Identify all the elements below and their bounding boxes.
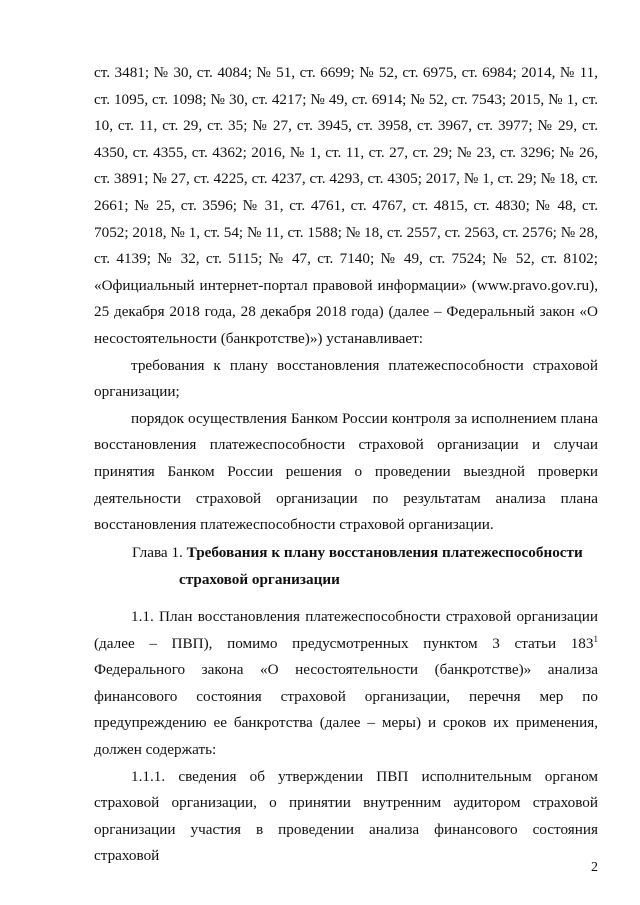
section-body	[94, 604, 598, 870]
chapter-title-line2: страховой организации	[179, 570, 340, 588]
chapter-title-line1: Требования к плану восстановления платежеспособности	[186, 544, 583, 561]
clause-1-1-superscript: 1	[593, 633, 598, 644]
clause-1-1-part1: 1.1. План восстановления платежеспособности страховой организации (далее – ПВП), помимо предусмотренных пунктом 3 статьи 183	[94, 608, 598, 652]
clause-1-1-part2: Федерального закона «О несостоятельности (банкротстве)» анализа финансового состояния страховой организации, перечня мер по предупреждению ее банкротства (далее – меры) и сроков их применения, должен содержать:	[94, 661, 598, 758]
chapter-heading-line1	[94, 540, 598, 567]
page-number: 2	[591, 860, 598, 875]
intro-paragraph: ст. 3481; № 30, ст. 4084; № 51, ст. 6699; № 52, ст. 6975, ст. 6984; 2014, № 11, ст. 1095, ст. 1098; № 30, ст. 4217; № 49, ст. 6914; № 52, ст. 7543; 2015, № 1, ст. 10, ст. 11, ст. 29, ст. 35; № 27, ст. 3945, ст. 3958, ст. 3967, ст. 3977; № 29, ст. 4350, ст. 4355, ст. 4362; 2016, № 1, ст. 11, ст. 27, ст. 29; № 23, ст. 3296; № 26, ст. 3891; № 27, ст. 4225, ст. 4237, ст. 4293, ст. 4305; 2017, № 1, ст. 29; № 18, ст. 2661; № 25, ст. 3596; № 31, ст. 4761, ст. 4767, ст. 4815, ст. 4830; № 48, ст. 7052; 2018, № 1, ст. 54; № 11, ст. 1588; № 18, ст. 2557, ст. 2563, ст. 2576; № 28, ст. 4139; № 32, ст. 5115; № 47, ст. 7140; № 49, ст. 7524; № 52, ст. 8102; «Официальный интернет-портал правовой информации» (www.pravo.gov.ru), 25 декабря 2018 года, 28 декабря 2018 года) (далее – Федеральный закон «О несостоятельности (банкротстве)») устанавливает:	[94, 64, 598, 347]
list-item-requirements: требования к плану восстановления платежеспособности страховой организации;	[94, 356, 598, 401]
body-text	[94, 60, 598, 539]
list-item-procedure: порядок осуществления Банком России контроля за исполнением плана восстановления платежеспособности страховой организации и случаи принятия Банком России решения о проведении выездной проверки деятельности страховой организации по результатам анализа плана восстановления платежеспособности страховой организации.	[94, 409, 598, 534]
clause-1-1	[94, 604, 598, 764]
clause-1-1-1: 1.1.1. сведения об утверждении ПВП исполнительным органом страховой организации, о принятии внутренним аудитором страховой организации участия в проведении анализа финансового состояния страховой	[94, 767, 598, 865]
chapter-label: Глава 1.	[132, 544, 183, 561]
chapter-heading	[94, 540, 598, 593]
